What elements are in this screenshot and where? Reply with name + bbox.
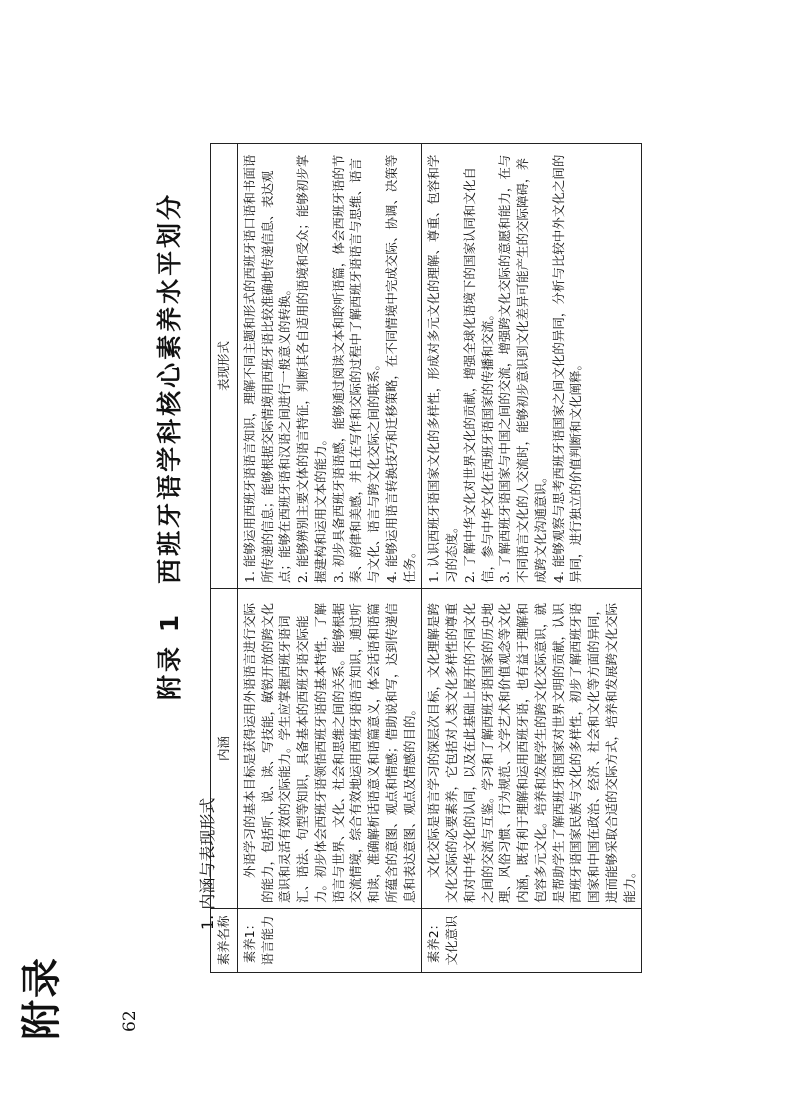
form-item: 3. 了解西班牙语国家与中国之间的交流，增强跨文化交际的意愿和能力，在与不同语言文化的人交流时，能够初步意识到文化差异可能产生的交际障碍，养成跨文化沟通意识。 — [497, 154, 548, 583]
form-item: 3. 初步具备西班牙语语感，能够通过阅读文本和聆听语篇，体会西班牙语的节奏、韵律和美感，并且在写作和交际的过程中了解西班牙语语言与思维、语言与文化、语言与跨文化交际之间的联系。 — [330, 154, 381, 583]
table-header-row — [211, 144, 238, 973]
header-meaning: 内涵 — [211, 589, 238, 909]
form-item: 4. 能够运用语言转换技巧和迁移策略，在不同情境中完成交际、协调、决策等任务。 — [383, 154, 417, 583]
form-item: 4. 能够观察与思考西班牙语国家之间文化的异同，分析与比较中外文化之间的异同，进行独立的价值判断和文化阐释。 — [550, 154, 584, 583]
table-row — [237, 144, 422, 973]
form-item: 2. 了解中华文化对世界文化的贡献，增强全球化语境下的国家认同和文化自信，参与中华文化在西班牙语国家的传播和交流。 — [461, 167, 495, 583]
form-item: 1. 认识西班牙语国家文化的多样性，形成对多元文化的理解、尊重、包容和学习的态度。 — [426, 154, 459, 583]
header-name: 素养名称 — [211, 909, 238, 973]
competency-forms-cell — [422, 144, 642, 589]
table-row — [422, 144, 642, 973]
competency-meaning-cell — [237, 589, 422, 909]
page-title: 附录 1 西班牙语学科核心素养水平划分 — [155, 191, 184, 700]
competency-meaning: 外语学习的基本目标是获得运用外语语言进行交际的能力，包括听、说、读、写技能，敏锐开放的跨文化意识和灵活有效的交际能力。学生应掌握西班牙语词汇、语法、句型等知识，具备基本的西班牙语交际能力。初步体会西班牙语领悟西班牙语的基本特性，了解语言与世界、文化、社会和思维之间的关系。能够根据交流情境，综合有效地运用西班牙语语言知识，通过听和读，准确解析话语意义和语篇意义，体会话语和语篇所蕴含的意图、观点和情感；借助说和写，达到传递信息和表达意图、观点及情感的目的。 — [241, 602, 417, 903]
competency-meaning-cell — [422, 589, 642, 909]
competency-meaning: 文化交际是语言学习的深层次目标，文化理解是跨文化交际的必要素养，它包括对人类文化多样性的尊重和对中华文化的认同，以及在此基础上展开的不同文化之间的交流与互鉴。学习和了解西班牙语国家的历史地理、风俗习惯、行为规范、文学艺术和价值观念等文化内涵，既有利于理解和运用西班牙语，也有益于理解和包容多元文化。培养和发展学生的跨文化交际意识，就是帮助学生了解西班牙语国家对世界文明的贡献，认识西班牙语国家民族与文化的多样性，初步了解西班牙语国家和中国在政治、经济、社会和文化等方面的异同，进而能够采取合适的交际方式，培养和发展跨文化交际能力。 — [426, 602, 637, 903]
competency-table — [210, 143, 642, 973]
appendix-heading: 附录 — [19, 956, 65, 1040]
competency-forms-cell — [237, 144, 422, 589]
form-item: 2. 能够辨别主要文体的语言特征，判断其各自适用的语境和受众；能够初步掌握建构和运用文本的能力。 — [295, 154, 328, 583]
section-heading: 1. 内涵与表现形式 — [198, 797, 217, 930]
competency-name: 素养2：文化意识 — [422, 909, 642, 973]
form-item: 1. 能够运用西班牙语语言知识，理解不同主题和形式的西班牙语口语和书面语所传递的信息；能够根据交际情境用西班牙语比较准确地传递信息、表达观点；能够在西班牙语和汉语之间进行一般意义的转换。 — [241, 154, 293, 583]
header-forms: 表现形式 — [211, 144, 238, 589]
competency-name: 素养1：语言能力 — [237, 909, 422, 973]
page-number: 62 — [120, 1010, 140, 1032]
